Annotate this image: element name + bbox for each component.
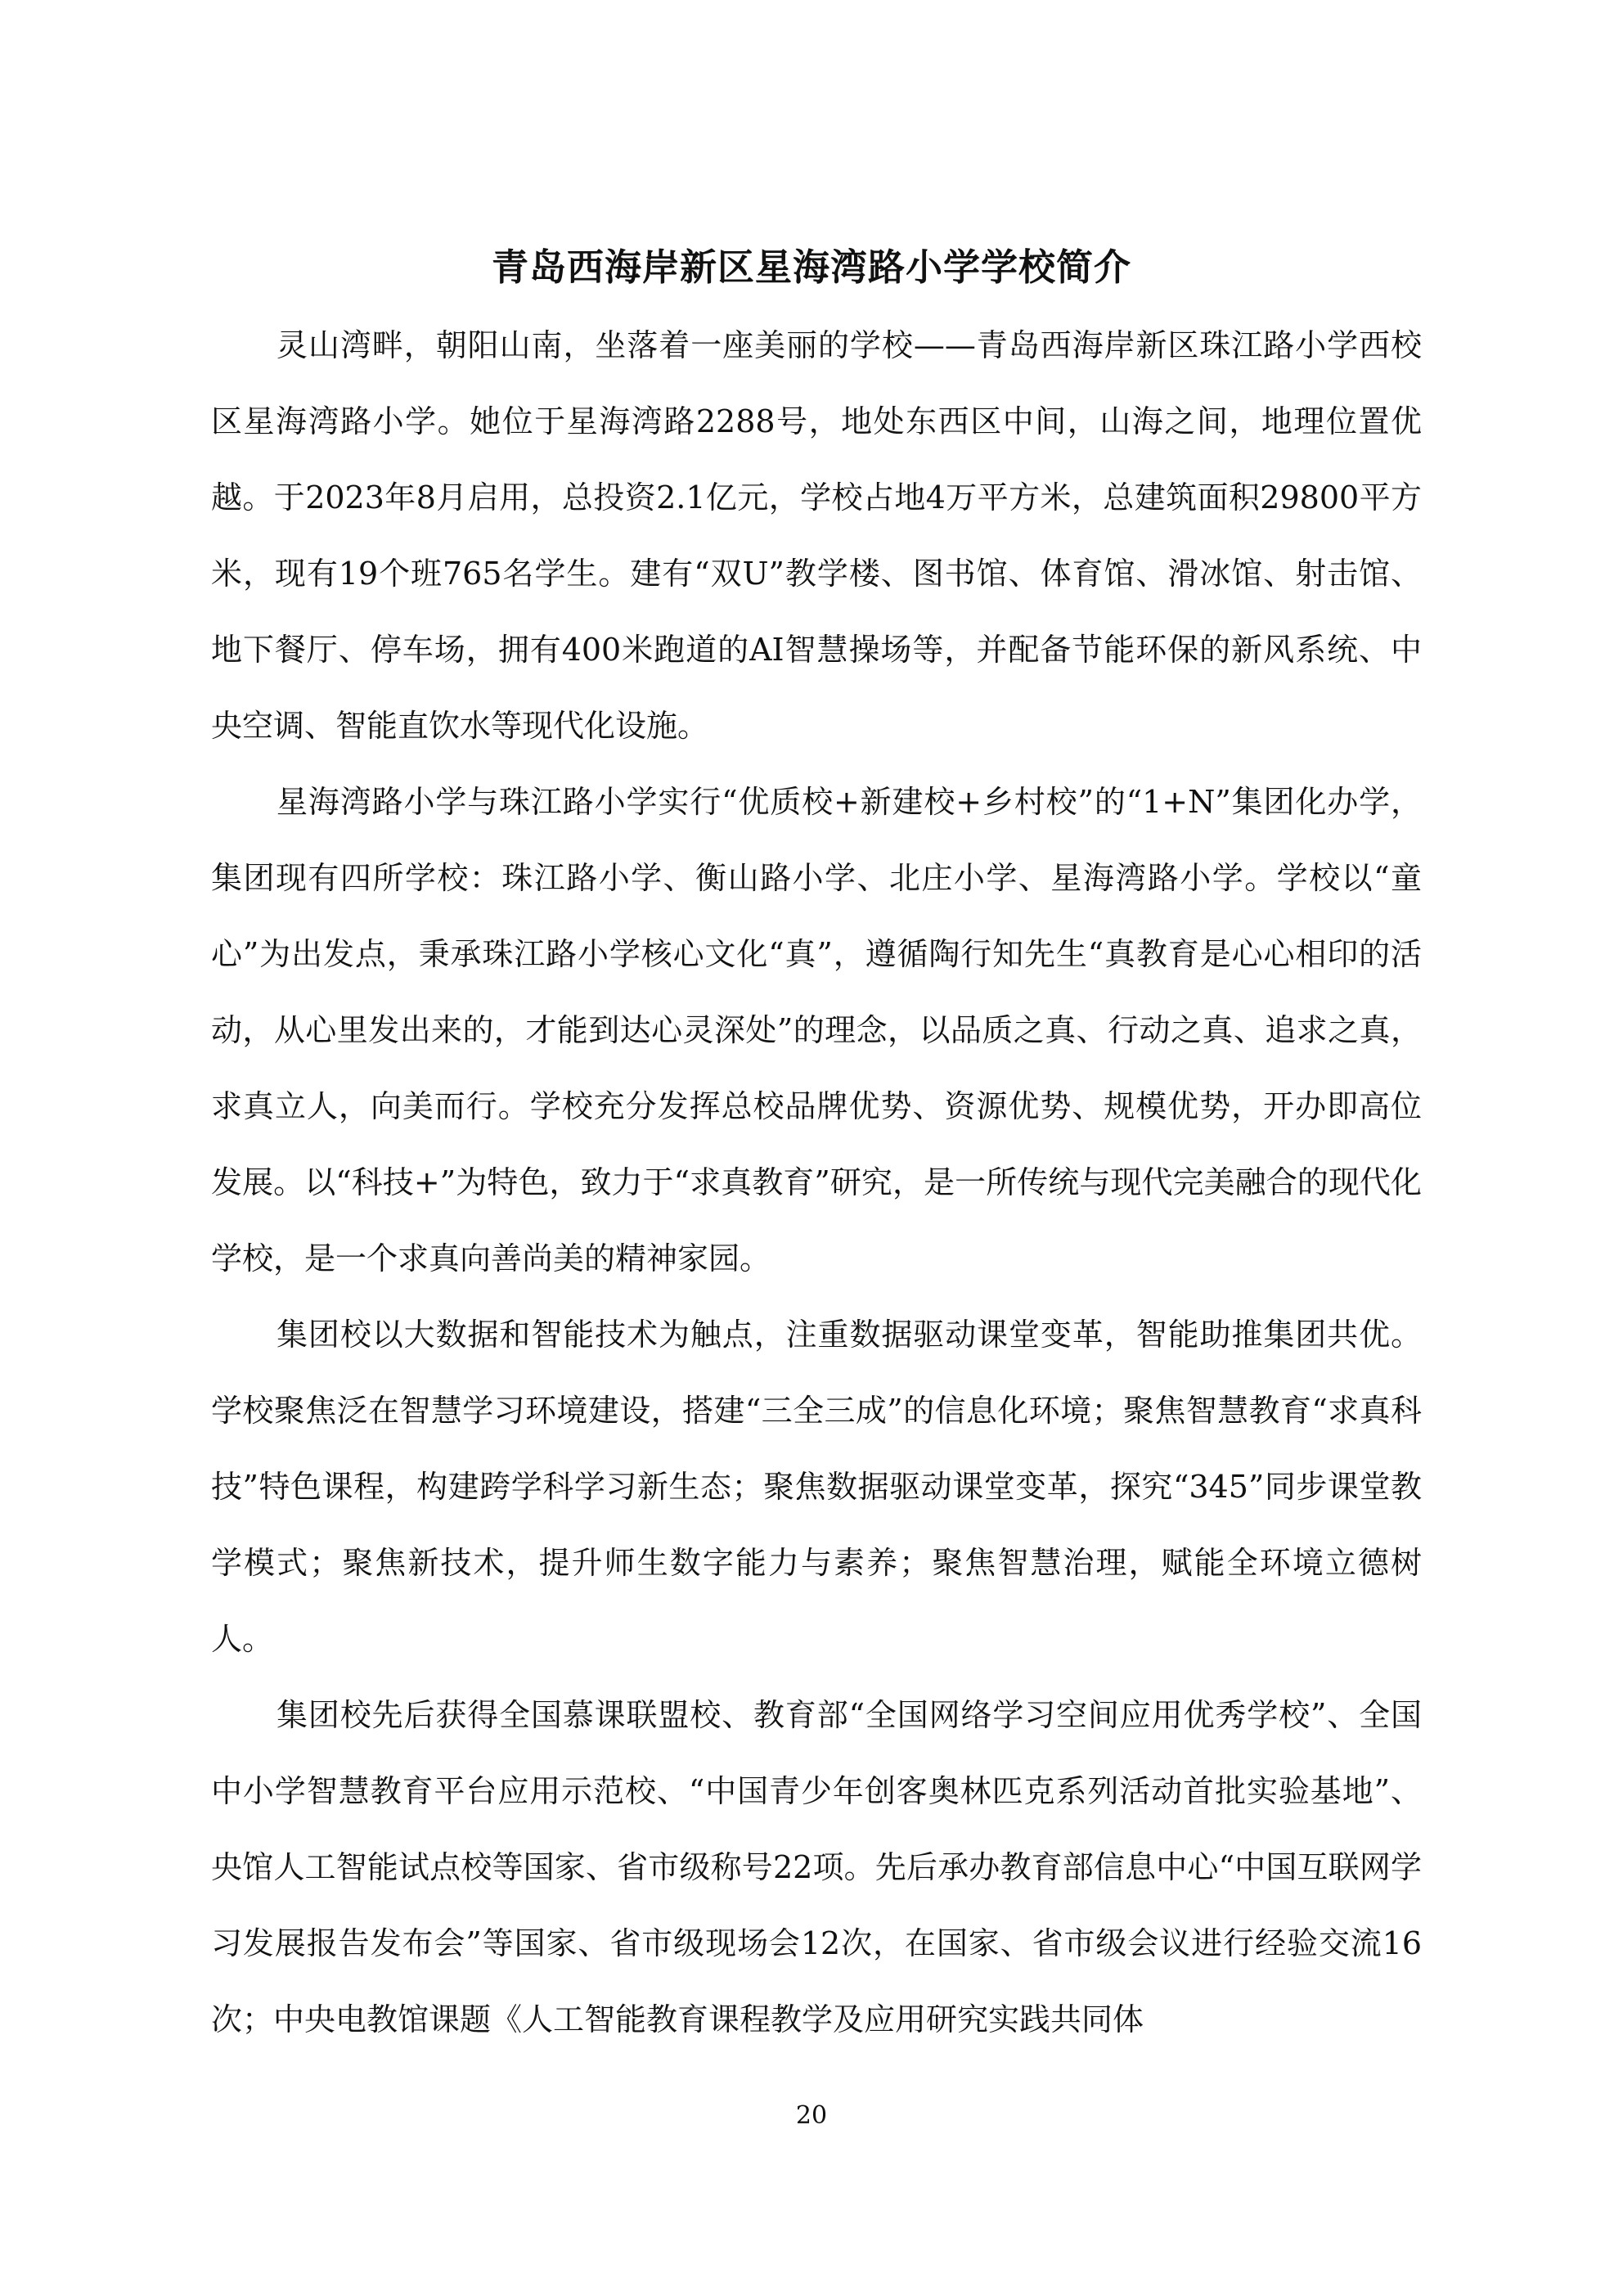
paragraph-honors: 集团校先后获得全国慕课联盟校、教育部“全国网络学习空间应用优秀学校”、全国中小学智慧教育平台应用示范校、“中国青少年创客奥林匹克系列活动首批实验基地”、央馆人工智能试点校等国家、省市级称号22项。先后承办教育部信息中心“中国互联网学习发展报告发布会”等国家、省市级现场会12次，在国家、省市级会议进行经验交流16次；中央电教馆课题《人工智能教育课程教学及应用研究实践共同体 <box>211 1697 1422 2037</box>
page-number: 20 <box>795 2101 828 2130</box>
document-title: 青岛西海岸新区星海湾路小学学校简介 <box>491 245 1131 290</box>
document-body <box>211 308 1422 2058</box>
paragraph-group-schooling: 星海湾路小学与珠江路小学实行“优质校+新建校+乡村校”的“1+N”集团化办学，集团现有四所学校：珠江路小学、衡山路小学、北庄小学、星海湾路小学。学校以“童心”为出发点，秉承珠江路小学核心文化“真”，遵循陶行知先生“真教育是心心相印的活动，从心里发出来的，才能到达心灵深处”的理念，以品质之真、行动之真、追求之真，求真立人，向美而行。学校充分发挥总校品牌优势、资源优势、规模优势，开办即高位发展。以“科技+”为特色，致力于“求真教育”研究，是一所传统与现代完美融合的现代化学校，是一个求真向善尚美的精神家园。 <box>211 784 1422 1276</box>
paragraph-smart-education: 集团校以大数据和智能技术为触点，注重数据驱动课堂变革，智能助推集团共优。学校聚焦泛在智慧学习环境建设，搭建“三全三成”的信息化环境；聚焦智慧教育“求真科技”特色课程，构建跨学科学习新生态；聚焦数据驱动课堂变革，探究“345”同步课堂教学模式；聚焦新技术，提升师生数字能力与素养；聚焦智慧治理，赋能全环境立德树人。 <box>211 1317 1422 1657</box>
paragraph-intro: 灵山湾畔，朝阳山南，坐落着一座美丽的学校——青岛西海岸新区珠江路小学西校区星海湾路小学。她位于星海湾路2288号，地处东西区中间，山海之间，地理位置优越。于2023年8月启用，总投资2.1亿元，学校占地4万平方米，总建筑面积29800平方米，现有19个班765名学生。建有“双U”教学楼、图书馆、体育馆、滑冰馆、射击馆、地下餐厅、停车场，拥有400米跑道的AI智慧操场等，并配备节能环保的新风系统、中央空调、智能直饮水等现代化设施。 <box>211 327 1422 744</box>
